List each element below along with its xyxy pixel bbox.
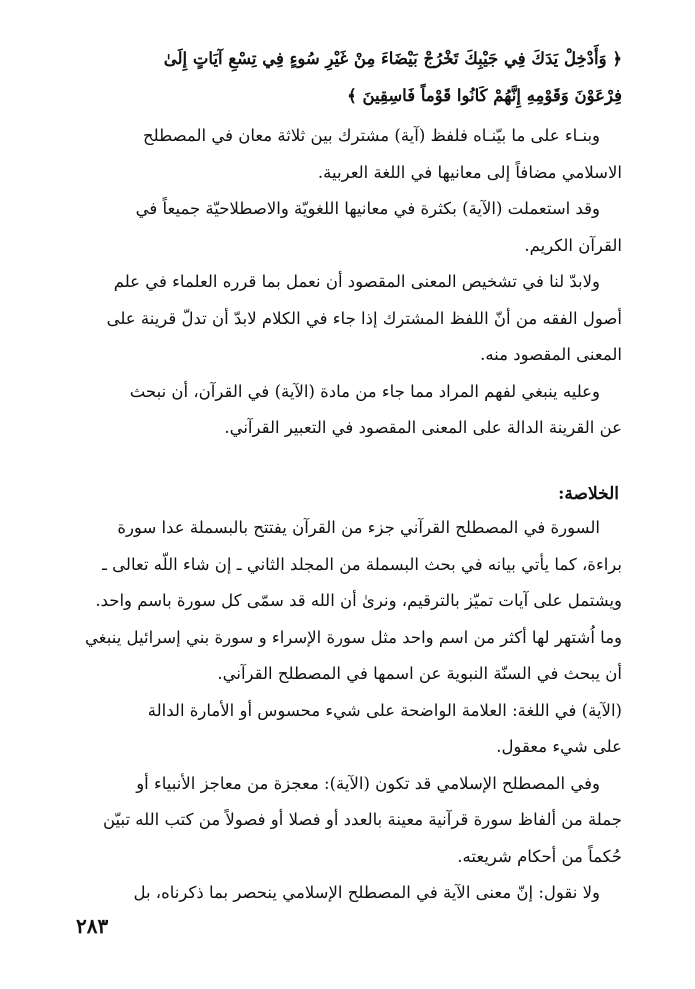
paragraph-line: وعليه ينبغي لفهم المراد مما جاء من مادة (الآية) في القرآن، أن نبحث bbox=[129, 381, 600, 401]
paragraph bbox=[76, 374, 622, 447]
paragraph-line: ويشتمل على آيات تميّز بالترقيم، ونرىٰ أن الله قد سمّى كل سورة باسم واحد. bbox=[95, 591, 622, 610]
paragraph bbox=[76, 118, 622, 191]
paragraph-line: (الآية) في اللغة: العلامة الواضحة على شيء محسوس أو الأمارة الدالة bbox=[147, 700, 622, 720]
page-number: ٢٨٣ bbox=[76, 914, 109, 938]
paragraph bbox=[76, 693, 622, 766]
paragraph-line: وما اُشتهر لها أكثر من اسم واحد مثل سورة الإسراء و سورة بني إسرائيل ينبغي bbox=[85, 627, 622, 647]
paragraph-line: وبنـاء على ما بيّنـاه فلفظ (آية) مشترك بين ثلاثة معان في المصطلح bbox=[142, 126, 600, 145]
paragraph-line: على شيء معقول. bbox=[496, 737, 622, 756]
paragraph-line: حُكماً من أحكام شريعته. bbox=[457, 846, 622, 866]
paragraph-line: عن القرينة الدالة على المعنى المقصود في التعبير القرآني. bbox=[224, 418, 622, 437]
verse-line: ﴿ وَأَدْخِلْ يَدَكَ فِي جَيْبِكَ تَخْرُجْ بَيْضَاءَ مِنْ غَيْرِ سُوءٍ فِي تِسْعِ آيَاتٍ إِلَىٰ bbox=[163, 49, 622, 68]
paragraph bbox=[76, 875, 622, 912]
paragraph-line: ولا نقول: إنّ معنى الآية في المصطلح الإسلامي ينحصر بما ذكرناه، بل bbox=[133, 883, 600, 902]
paragraph-block-top bbox=[76, 118, 622, 447]
paragraph-line: وقد استعملت (الآية) بكثرة في معانيها اللغويّة والاصطلاحيّة جميعاً في bbox=[135, 199, 600, 218]
paragraph-line: براءة، كما يأتي بيانه في بحث البسملة من المجلد الثاني ـ إن شاء اللّه تعالى ـ bbox=[102, 554, 622, 574]
paragraph bbox=[76, 191, 622, 264]
paragraph-line: المعنى المقصود منه. bbox=[480, 345, 622, 364]
paragraph-line: الاسلامي مضافاً إلى معانيها في اللغة العربية. bbox=[317, 162, 622, 182]
paragraph-line: أصول الفقه من أنّ اللفظ المشترك إذا جاء في الكلام لابدّ أن تدلّ قرينة على bbox=[106, 308, 622, 328]
paragraph-line: القرآن الكريم. bbox=[524, 235, 622, 255]
paragraph-line: جملة من ألفاظ سورة قرآنية معينة بالعدد أو فصلا أو فصولاً من كتب الله تبيّن bbox=[102, 810, 622, 829]
verse-line: فِرْعَوْنَ وَقَوْمِهِ إِنَّهُمْ كَانُوا قَوْماً فَاسِقِينَ ﴾ bbox=[347, 85, 622, 105]
paragraph-line: ولابدّ لنا في تشخيص المعنى المقصود أن نعمل بما قرره العلماء في علم bbox=[113, 272, 600, 291]
paragraph-line: وفي المصطلح الإسلامي قد تكون (الآية): معجزة من معاجز الأنبياء أو bbox=[136, 773, 600, 793]
paragraph bbox=[76, 766, 622, 876]
paragraph-line: أن يبحث في السنّة النبوية عن اسمها في المصطلح القرآني. bbox=[217, 664, 622, 683]
paragraph-block-bottom bbox=[76, 510, 622, 912]
paragraph bbox=[76, 510, 622, 693]
paragraph bbox=[76, 264, 622, 374]
quran-verse bbox=[76, 41, 622, 114]
paragraph-line: السورة في المصطلح القرآني جزء من القرآن يفتتح بالبسملة عدا سورة bbox=[117, 518, 600, 537]
section-heading: الخلاصة: bbox=[558, 484, 619, 504]
